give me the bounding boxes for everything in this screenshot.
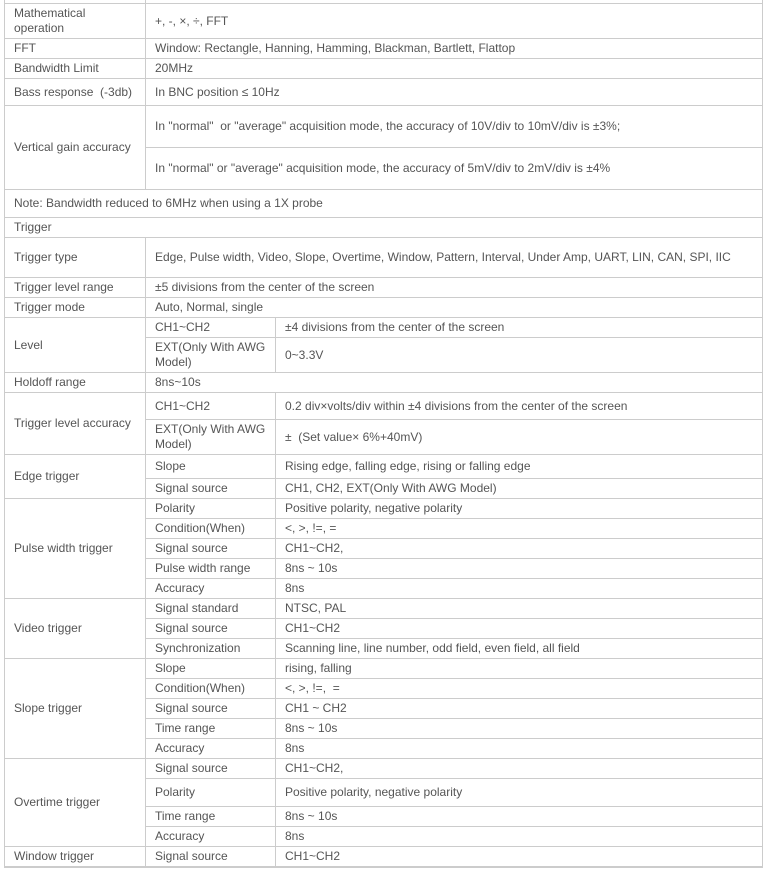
spec-label-cell: Pulse width range [146, 559, 276, 579]
table-row [5, 318, 763, 338]
table-row [5, 59, 763, 79]
spec-value-cell: CH1~CH2 [276, 847, 763, 867]
spec-value-cell: Window: Rectangle, Hanning, Hamming, Blackman, Bartlett, Flattop [146, 39, 763, 59]
spec-label-cell: Pulse width trigger [5, 499, 146, 599]
spec-value-cell: rising, falling [276, 659, 763, 679]
spec-label-cell: Vertical gain accuracy [5, 106, 146, 190]
spec-label-cell: EXT(Only With AWG Model) [146, 420, 276, 455]
spec-value-cell: 8ns~10s [146, 373, 763, 393]
table-row [5, 190, 763, 218]
spec-value-cell: Rising edge, falling edge, rising or falling edge [276, 455, 763, 479]
spec-value-cell [276, 867, 763, 868]
table-row [5, 659, 763, 679]
spec-label-cell: Accuracy [146, 579, 276, 599]
spec-label-cell: EXT(Only With AWG Model) [146, 338, 276, 373]
table-row [5, 499, 763, 519]
section-header-cell: Note: Bandwidth reduced to 6MHz when using a 1X probe [5, 190, 763, 218]
table-row [5, 4, 763, 39]
spec-label-cell: Holdoff range [5, 373, 146, 393]
spec-value-cell: Positive polarity, negative polarity [276, 499, 763, 519]
table-row [5, 298, 763, 318]
spec-value-cell: Positive polarity, negative polarity [276, 779, 763, 807]
spec-label-cell: FFT [5, 39, 146, 59]
table-row [5, 373, 763, 393]
table-row [5, 599, 763, 619]
spec-label-cell [5, 867, 146, 868]
table-row [5, 106, 763, 148]
spec-label-cell: Bass response (-3db) [5, 79, 146, 106]
spec-value-cell: 20MHz [146, 59, 763, 79]
spec-label-cell: Condition(When) [146, 519, 276, 539]
spec-label-cell: Overtime trigger [5, 759, 146, 847]
spec-value-cell: 8ns ~ 10s [276, 719, 763, 739]
spec-label-cell: Signal source [146, 539, 276, 559]
spec-label-cell: Accuracy [146, 739, 276, 759]
spec-label-cell: Signal source [146, 479, 276, 499]
spec-value-cell: Signal source [146, 847, 276, 867]
spec-value-cell: CH1~CH2 [146, 393, 276, 420]
table-row [5, 39, 763, 59]
spec-label-cell: Edge trigger [5, 455, 146, 499]
spec-value-cell: In "normal" or "average" acquisition mode, the accuracy of 10V/div to 10mV/div is ±3%; [146, 106, 763, 148]
spec-value-cell: CH1, CH2, EXT(Only With AWG Model) [276, 479, 763, 499]
spec-label-cell: Slope trigger [5, 659, 146, 759]
spec-label-cell: Bandwidth Limit [5, 59, 146, 79]
table-row [5, 759, 763, 779]
spec-value-cell: 8ns [276, 827, 763, 847]
spec-value-cell: CH1~CH2, [276, 539, 763, 559]
spec-value-cell: CH1~CH2 [146, 318, 276, 338]
spec-label-cell: Polarity [146, 779, 276, 807]
spec-value-cell: 8ns [276, 579, 763, 599]
spec-label-cell: Synchronization [146, 639, 276, 659]
spec-label-cell: Level [5, 318, 146, 373]
spec-value-cell: Signal source [146, 759, 276, 779]
table-row [5, 238, 763, 278]
spec-value-cell: CH1~CH2 [276, 619, 763, 639]
spec-value-cell: 8ns ~ 10s [276, 807, 763, 827]
table-row [5, 278, 763, 298]
spec-value-cell: ± (Set value× 6%+40mV) [276, 420, 763, 455]
spec-label-cell: Signal source [146, 619, 276, 639]
spec-value-cell: 8ns ~ 10s [276, 559, 763, 579]
section-header-cell: Trigger [5, 218, 763, 238]
spec-value-cell: Signal standard [146, 599, 276, 619]
spec-value-cell: 0~3.3V [276, 338, 763, 373]
spec-value-cell: ±5 divisions from the center of the screen [146, 278, 763, 298]
spec-label-cell: Trigger level range [5, 278, 146, 298]
table-row [5, 218, 763, 238]
spec-label-cell: Signal source [146, 699, 276, 719]
spec-label-cell: Mathematical operation [5, 4, 146, 39]
spec-value-cell: 0.2 div×volts/div within ±4 divisions from the center of the screen [276, 393, 763, 420]
spec-value-cell: CH1~CH2, [276, 759, 763, 779]
spec-value-cell: <, >, !=, = [276, 679, 763, 699]
spec-value-cell: Edge, Pulse width, Video, Slope, Overtime, Window, Pattern, Interval, Under Amp, UART, LIN, CAN, SPI, IIC [146, 238, 763, 278]
spec-label-cell: Time range [146, 719, 276, 739]
spec-value-cell: <, >, !=, = [276, 519, 763, 539]
spec-label-cell: Trigger mode [5, 298, 146, 318]
specs-table [4, 0, 763, 868]
spec-value-cell [146, 867, 276, 868]
spec-label-cell: Accuracy [146, 827, 276, 847]
spec-value-cell: NTSC, PAL [276, 599, 763, 619]
table-row [5, 867, 763, 868]
specs-tbody [5, 0, 763, 868]
spec-value-cell: 8ns [276, 739, 763, 759]
spec-value-cell: In "normal" or "average" acquisition mode, the accuracy of 5mV/div to 2mV/div is ±4% [146, 148, 763, 190]
table-row [5, 393, 763, 420]
spec-value-cell: Scanning line, line number, odd field, even field, all field [276, 639, 763, 659]
spec-value-cell: In BNC position ≤ 10Hz [146, 79, 763, 106]
spec-value-cell: Slope [146, 659, 276, 679]
table-row [5, 79, 763, 106]
spec-value-cell: Slope [146, 455, 276, 479]
spec-label-cell: Time range [146, 807, 276, 827]
spec-value-cell: Polarity [146, 499, 276, 519]
spec-value-cell: ±4 divisions from the center of the screen [276, 318, 763, 338]
spec-label-cell: Video trigger [5, 599, 146, 659]
spec-value-cell: Auto, Normal, single [146, 298, 763, 318]
spec-label-cell: Window trigger [5, 847, 146, 867]
spec-label-cell: Condition(When) [146, 679, 276, 699]
spec-label-cell: Trigger level accuracy [5, 393, 146, 455]
spec-value-cell: +, -, ×, ÷, FFT [146, 4, 763, 39]
spec-value-cell: CH1 ~ CH2 [276, 699, 763, 719]
table-row [5, 847, 763, 867]
table-row [5, 455, 763, 479]
spec-label-cell: Trigger type [5, 238, 146, 278]
